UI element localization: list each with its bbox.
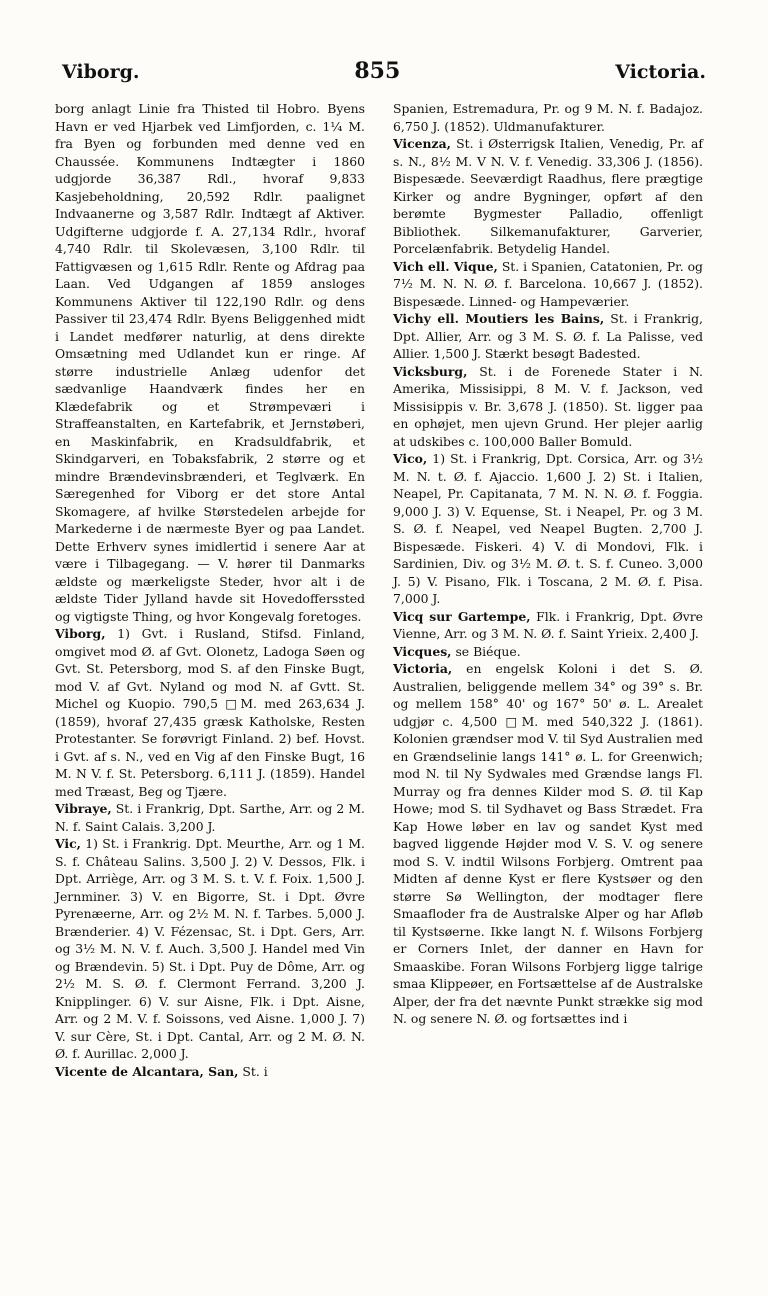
entry — [393, 660, 703, 1028]
entry-headword: Victoria, — [393, 661, 453, 676]
entry — [55, 100, 365, 625]
entry — [55, 800, 365, 835]
entry-headword: Viborg, — [55, 626, 106, 641]
entry-text: St. i — [238, 1063, 268, 1079]
entry-text: St. i de Forenede Stater i N. Amerika, Missisippi, 8 M. V. f. Jackson, ved Missisippis v. Br. 3,678 J. (1850). St. ligger paa en ophøjet, men ujevn Grund. Her plejer aarlig at udskibes c. 100,000 Baller Bomuld. — [393, 363, 703, 449]
entry-text: 1) St. i Frankrig, Dpt. Corsica, Arr. og 3½ M. N. t. Ø. f. Ajaccio. 1,600 J. 2) St. i Italien, Neapel, Pr. Capitanata, 7 M. N. N. Ø. f. Foggia. 9,000 J. 3) V. Equense, St. i Neapel, Pr. og 3 M. S. Ø. f. Neapel, ved Neapel Bugten. 2,700 J. Bispesæde. Fiskeri. 4) V. di Mondovi, Flk. i Sardinien, Div. og 3½ M. Ø. t. S. f. Cuneo. 3,000 J. 5) V. Pisano, Flk. i Toscana, 2 M. Ø. f. Pisa. 7,000 J. — [393, 451, 703, 606]
entry-text: borg anlagt Linie fra Thisted til Hobro. Byens Havn er ved Hjarbek ved Limfjorden, c. 1¼ M. fra Byen og forbunden med denne ved en Chaussée. Kommunens Indtægter i 1860 udgjorde 36,387 Rdl., hvoraf 9,833 Kasjebeholdning, 20,592 Rdlr. paalignet Indvaanerne og 3,587 Rdlr. Indtægt af Aktiver. Udgifterne udgjorde f. A. 27,134 Rdlr., hvoraf 4,740 Rdlr. til Skolevæsen, 3,100 Rdlr. til Fattigvæsen og 1,615 Rdlr. Rente og Afdrag paa Laan. Ved Udgangen af 1859 ansloges Kommunens Aktiver til 122,190 Rdlr. og dens Passiver til 23,474 Rdlr. Byens Beliggenhed midt i Landet medfører naturlig, at dens direkte Omsætning med Udlandet kun er ringe. Af større industrielle Anlæg udenfor det sædvanlige Haandværk findes her en Klædefabrik og et Strømpeværi i Straffeanstalten, en Kartefabrik, et Jernstøberi, en Maskinfabrik, en Kradsuldfabrik, et Skindgarveri, en Tobaksfabrik, 2 større og et mindre Brændevinsbrænderi, et Teglværk. En Særegenhed for Viborg er det store Antal Skomagere, af hvilke Størstedelen arbejde for Markederne i de nærmeste Byer og paa Landet. Dette Erhverv synes imidlertid i senere Aar at være i Tilbagegang. — V. hører til Danmarks ældste og mærkeligste Steder, hvor alt i de ældste Tider Jylland havde sit Hovedofferssted og vigtigste Thing, og hvor Kongevalg foretoges. — [55, 101, 365, 624]
entry-text: St. i Spanien, Catatonien, Pr. og 7½ M. N. N. Ø. f. Barcelona. 10,667 J. (1852). Bispesæde. Linned- og Hampeværier. — [393, 258, 703, 309]
entry — [393, 135, 703, 258]
entry — [55, 625, 365, 800]
entry-text: Flk. i Frankrig, Dpt. Øvre Vienne, Arr. og 3 M. N. Ø. f. Saint Yrieix. 2,400 J. — [393, 608, 703, 641]
entry-headword: Vicente de Alcantara, San, — [55, 1063, 239, 1079]
entry-headword: Vicksburg, — [393, 363, 468, 379]
left-column — [55, 100, 365, 1080]
page-header — [62, 58, 706, 92]
entry-headword: Vico, — [393, 451, 428, 466]
entry-text: St. i Østerrigsk Italien, Venedig, Pr. af s. N., 8½ M. V N. V. f. Venedig. 33,306 J. (1856). Bispesæde. Seeværdigt Raadhus, flere prægtige Kirker og andre Bygninger, opført af den berømte Bygmester Palladio, offenligt Bibliothek. Silkemanufakturer, Garverier, Porcelænfabrik. Betydelig Handel. — [393, 136, 703, 256]
page-number: 855 — [354, 58, 401, 84]
entry-headword: Vichy ell. Moutiers les Bains, — [393, 311, 605, 326]
entry — [393, 643, 703, 661]
entry — [393, 100, 703, 135]
entry — [55, 835, 365, 1063]
entry-headword: Vicq sur Gartempe, — [393, 608, 531, 624]
right-column — [393, 100, 703, 1028]
entry-text: St. i Frankrig, Dpt. Sarthe, Arr. og 2 M. N. f. Saint Calais. 3,200 J. — [55, 801, 365, 834]
entry-text: 1) St. i Frankrig. Dpt. Meurthe, Arr. og 1 M. S. f. Château Salins. 3,500 J. 2) V. Dessos, Flk. i Dpt. Arriège, Arr. og 3 M. S. t. V. f. Foix. 1,500 J. Jernminer. 3) V. en Bigorre, St. i Dpt. Øvre Pyrenæerne, Arr. og 2½ M. N. f. Tarbes. 5,000 J. Brænderier. 4) V. Fézensac, St. i Dpt. Gers, Arr. og 3½ M. N. V. f. Auch. 3,500 J. Handel med Vin og Brændevin. 5) St. i Dpt. Puy de Dôme, Arr. og 2½ M. S. Ø. f. Clermont Ferrand. 3,200 J. Knipplinger. 6) V. sur Aisne, Flk. i Dpt. Aisne, Arr. og 2 M. V. f. Soissons, ved Aisne. 1,000 J. 7) V. sur Cère, St. i Dpt. Cantal, Arr. og 2 M. Ø. N. Ø. f. Aurillac. 2,000 J. — [55, 836, 365, 1061]
entry-headword: Vic, — [55, 836, 81, 851]
running-head-left: Viborg. — [62, 61, 140, 83]
entry-headword: Vich ell. Vique, — [393, 258, 498, 274]
entry — [393, 258, 703, 311]
entry-text: 1) Gvt. i Rusland, Stifsd. Finland, omgivet mod Ø. af Gvt. Olonetz, Ladoga Søen og Gvt. St. Petersborg, mod S. af den Finske Bugt, mod V. af Gvt. Nyland og mod N. af Gvtt. St. Michel og Kuopio. 790,5 □M. med 263,634 J. (1859), hvoraf 27,435 græsk Katholske, Resten Protestanter. Se forøvrigt Finland. 2) bef. Hovst. i Gvt. af s. N., ved en Vig af den Finske Bugt, 16 M. N V. f. St. Petersborg. 6,111 J. (1859). Handel med Træast, Beg og Tjære. — [55, 626, 365, 799]
entry-headword: Vibraye, — [55, 801, 112, 816]
entry-headword: Vicenza, — [393, 136, 451, 151]
entry-text: en engelsk Koloni i det S. Ø. Australien, beliggende mellem 34° og 39° s. Br. og mellem 158° 40' og 167° 50' ø. L. Arealet udgjør c. 4,500 □M. med 540,322 J. (1861). Kolonien grændser mod V. til Syd Australien med en Grændselinie langs 141° ø. L. for Greenwich; mod N. til Ny Sydwales med Grændse langs Fl. Murray og fra dennes Kilder mod S. Ø. til Kap Howe; mod S. til Sydhavet og Bass Strædet. Fra Kap Howe løber en lav og sandet Kyst med bagved liggende Højder mod V. S. V. og senere mod S. V. indtil Wilsons Forbjerg. Omtrent paa Midten af denne Kyst er flere Kystsøer og den større Sø Wellington, der modtager flere Smaafloder fra de Australske Alper og har Afløb til Kystsøerne. Ikke langt N. f. Wilsons Forbjerg er Corners Inlet, der danner en Havn for Smaaskibe. Foran Wilsons Forbjerg ligge talrige smaa Klippeøer, en Fortsættelse af de Australske Alper, der fra det nævnte Punkt strække sig mod N. og senere N. Ø. og fortsættes ind i — [393, 661, 703, 1026]
entry — [393, 450, 703, 608]
entry — [393, 310, 703, 363]
entry-text: St. i Frankrig, Dpt. Allier, Arr. og 3 M. S. Ø. f. La Palisse, ved Allier. 1,500 J. Stærkt besøgt Badested. — [393, 311, 703, 361]
running-head-right: Victoria. — [615, 61, 706, 83]
entry — [393, 363, 703, 451]
entry-text: Spanien, Estremadura, Pr. og 9 M. N. f. Badajoz. 6,750 J. (1852). Uldmanufakturer. — [393, 101, 703, 134]
entry — [393, 608, 703, 643]
entry-text: se Biéque. — [451, 643, 521, 659]
entry-headword: Vicques, — [393, 643, 452, 659]
entry — [55, 1063, 365, 1081]
